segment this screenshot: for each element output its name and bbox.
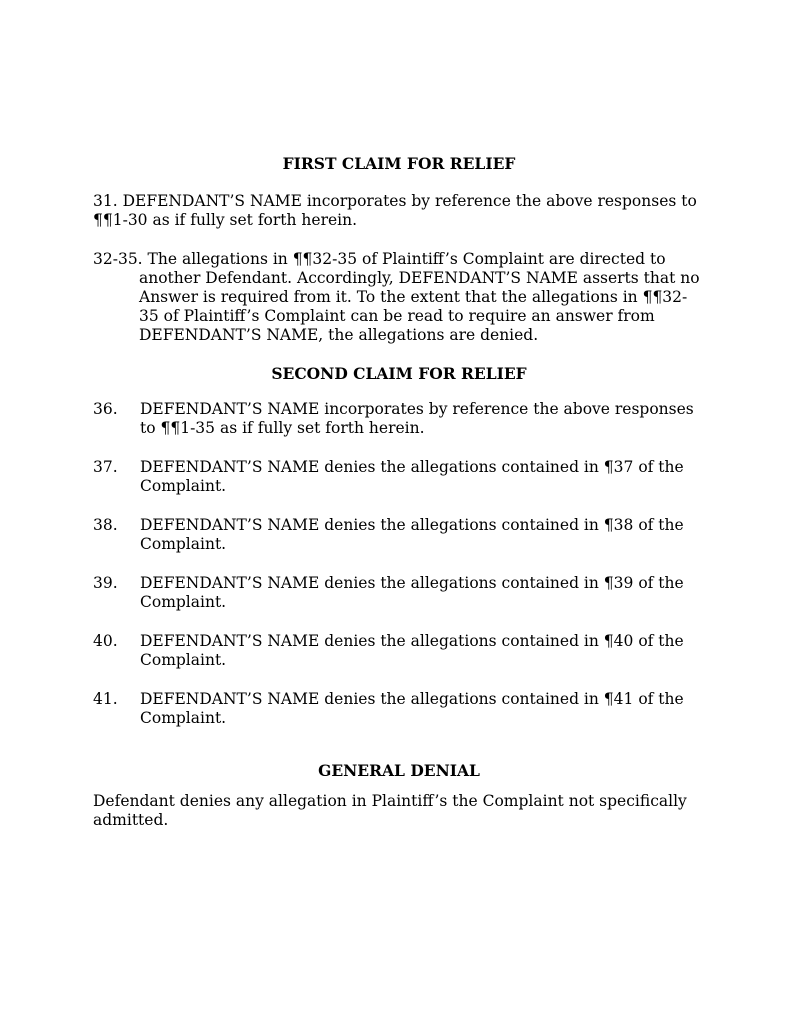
paragraph-text: DEFENDANT’S NAME denies the allegations contained in ¶41 of the Complaint.	[140, 690, 684, 727]
paragraph-number: 37.	[93, 458, 118, 476]
second-claim-list	[93, 400, 705, 728]
numbered-paragraph	[93, 632, 705, 670]
numbered-paragraph	[93, 574, 705, 612]
numbered-paragraph	[93, 516, 705, 554]
paragraph-32-35: 32-35. The allegations in ¶¶32-35 of Plaintiff’s Complaint are directed to another Defendant. Accordingly, DEFENDANT’S NAME asserts that no Answer is required from it. To the extent that the allegations in ¶¶32-35 of Plaintiff’s Complaint can be read to require an answer from DEFENDANT’S NAME, the allegations are denied.	[93, 250, 700, 344]
paragraph-text: DEFENDANT’S NAME incorporates by reference the above responses to ¶¶1-35 as if fully set forth herein.	[140, 400, 694, 437]
general-denial-heading: GENERAL DENIAL	[318, 761, 480, 780]
paragraph-text: DEFENDANT’S NAME denies the allegations contained in ¶40 of the Complaint.	[140, 632, 684, 669]
paragraph-31: 31. DEFENDANT’S NAME incorporates by reference the above responses to ¶¶1-30 as if fully set forth herein.	[93, 192, 697, 229]
paragraph-number: 38.	[93, 516, 118, 534]
paragraph-text: DEFENDANT’S NAME denies the allegations contained in ¶38 of the Complaint.	[140, 516, 684, 553]
numbered-paragraph	[93, 690, 705, 728]
paragraph-number: 41.	[93, 690, 118, 708]
second-claim-heading: SECOND CLAIM FOR RELIEF	[271, 364, 527, 383]
document-body	[93, 154, 705, 830]
paragraph-text: DEFENDANT’S NAME denies the allegations contained in ¶39 of the Complaint.	[140, 574, 684, 611]
paragraph-number: 36.	[93, 400, 118, 418]
paragraph-number: 39.	[93, 574, 118, 592]
paragraph-number: 40.	[93, 632, 118, 650]
general-denial-text: Defendant denies any allegation in Plaintiff’s the Complaint not specifically admitted.	[93, 792, 687, 829]
paragraph-text: DEFENDANT’S NAME denies the allegations contained in ¶37 of the Complaint.	[140, 458, 684, 495]
numbered-paragraph	[93, 458, 705, 496]
numbered-paragraph	[93, 400, 705, 438]
first-claim-heading: FIRST CLAIM FOR RELIEF	[282, 154, 516, 173]
